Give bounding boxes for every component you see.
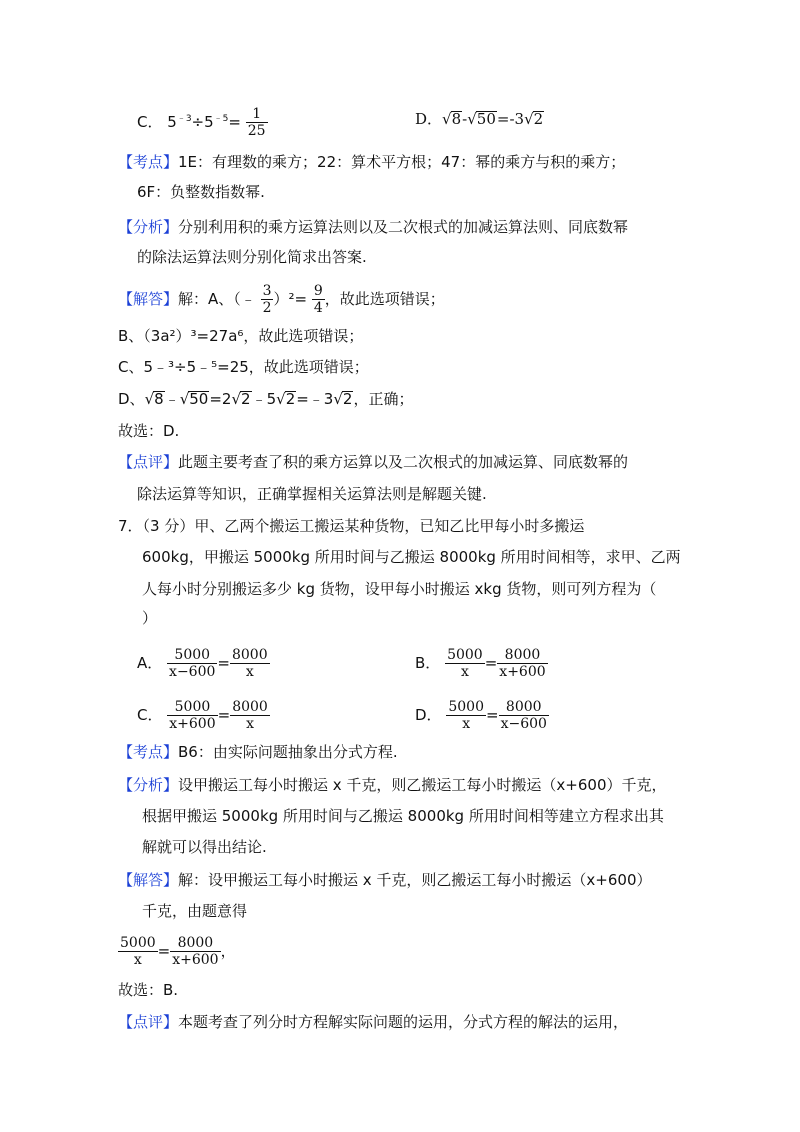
fraction: $\frac{5000}{x}$ xyxy=(447,647,483,680)
q7-equation: $\frac{5000}{x}$ = $\frac{8000}{x+600}$ ， xyxy=(120,935,236,968)
q7-option-a: A． $\frac{5000}{x-600}$ = $\frac{8000}{x}$ xyxy=(137,647,268,680)
q7-option-c: C． $\frac{5000}{x+600}$ = $\frac{8000}{x}$ xyxy=(137,699,268,732)
q6-dianping-line1: 【点评】此题主要考查了积的乘方运算以及二次根式的加减运算、同底数幂的 xyxy=(118,453,629,471)
q7-fenxi-line3: 解就可以得出结论. xyxy=(142,838,267,856)
fraction: $\frac{9}{4}$ xyxy=(313,283,323,316)
q7-stem-line4: ） xyxy=(142,609,158,627)
option-d-top: D．√8-√50=-3√2 xyxy=(415,110,544,128)
q7-jieda-line2: 千克，由题意得 xyxy=(142,902,248,920)
option-c-top: C． $5^{﹣3}\div 5^{﹣5}=$ $\frac{1}{25}$ xyxy=(137,106,266,139)
fraction: $\frac{8000}{x}$ xyxy=(231,647,268,680)
q7-dianping: 【点评】本题考查了列分时方程解实际问题的运用，分式方程的解法的运用， xyxy=(118,1013,629,1031)
fraction: $\frac{3}{2}$ xyxy=(262,283,272,316)
fraction: $\frac{5000}{x}$ xyxy=(120,935,156,968)
q6-fenxi-line1: 【分析】分别利用积的乘方运算法则以及二次根式的加减运算法则、同底数幂 xyxy=(118,218,629,236)
q6-dianping-line2: 除法运算等知识，正确掌握相关运算法则是解题关键. xyxy=(137,485,487,503)
q7-fenxi-line2: 根据甲搬运 5000kg 所用时间与乙搬运 8000kg 所用时间相等建立方程求出其 xyxy=(142,807,664,825)
fraction: $\frac{1}{25}$ xyxy=(247,106,266,139)
fraction: $\frac{8000}{x+600}$ xyxy=(172,935,219,968)
q6-kaodian-line1: 【考点】1E：有理数的乘方；22：算术平方根；47：幂的乘方与积的乘方； xyxy=(118,153,626,171)
q7-kaodian: 【考点】B6：由实际问题抽象出分式方程. xyxy=(118,743,398,761)
fraction: $\frac{8000}{x-600}$ xyxy=(500,699,547,732)
q6-fenxi-line2: 的除法运算法则分别化简求出答案. xyxy=(137,248,367,266)
fraction: $\frac{8000}{x}$ xyxy=(232,699,268,732)
q7-fenxi-line1: 【分析】设甲搬运工每小时搬运 x 千克，则乙搬运工每小时搬运（x+600）千克， xyxy=(118,776,667,794)
q7-answer: 故选：B. xyxy=(118,981,179,999)
fraction: $\frac{5000}{x-600}$ xyxy=(169,647,216,680)
fraction: $\frac{5000}{x+600}$ xyxy=(169,699,216,732)
q6-kaodian-line2: 6F：负整数指数幂. xyxy=(137,183,265,201)
q7-option-d: D． $\frac{5000}{x}$ = $\frac{8000}{x-600}$ xyxy=(415,699,547,732)
q7-jieda-line1: 【解答】解：设甲搬运工每小时搬运 x 千克，则乙搬运工每小时搬运（x+600） xyxy=(118,871,652,889)
q7-option-b: B． $\frac{5000}{x}$ = $\frac{8000}{x+600}$ xyxy=(415,647,546,680)
q7-stem-line3: 人每小时分别搬运多少 kg 货物，设甲每小时搬运 xkg 货物，则可列方程为（ xyxy=(142,580,657,598)
q7-stem-line2: 600kg，甲搬运 5000kg 所用时间与乙搬运 8000kg 所用时间相等，求甲、乙两 xyxy=(142,548,681,566)
q6-jieda-line-b: B、（3a²）³=27a⁶，故此选项错误； xyxy=(118,327,364,345)
q6-jieda-line-d: D、√8﹣√50=2√2﹣5√2=﹣3√2，正确； xyxy=(118,390,414,408)
q6-jieda-line-a: 【解答】解：A、（﹣ $\frac{3}{2}$ ）²= $\frac{9}{4}$ ，故此选项错误； xyxy=(118,283,445,316)
q7-stem-line1: 7．（3 分）甲、乙两个搬运工搬运某种货物，已知乙比甲每小时多搬运 xyxy=(118,517,585,535)
q6-answer: 故选：D. xyxy=(118,422,180,440)
q6-jieda-line-c: C、5﹣³÷5﹣⁵=25，故此选项错误； xyxy=(118,358,369,376)
fraction: $\frac{5000}{x}$ xyxy=(448,699,484,732)
fraction: $\frac{8000}{x+600}$ xyxy=(499,647,546,680)
